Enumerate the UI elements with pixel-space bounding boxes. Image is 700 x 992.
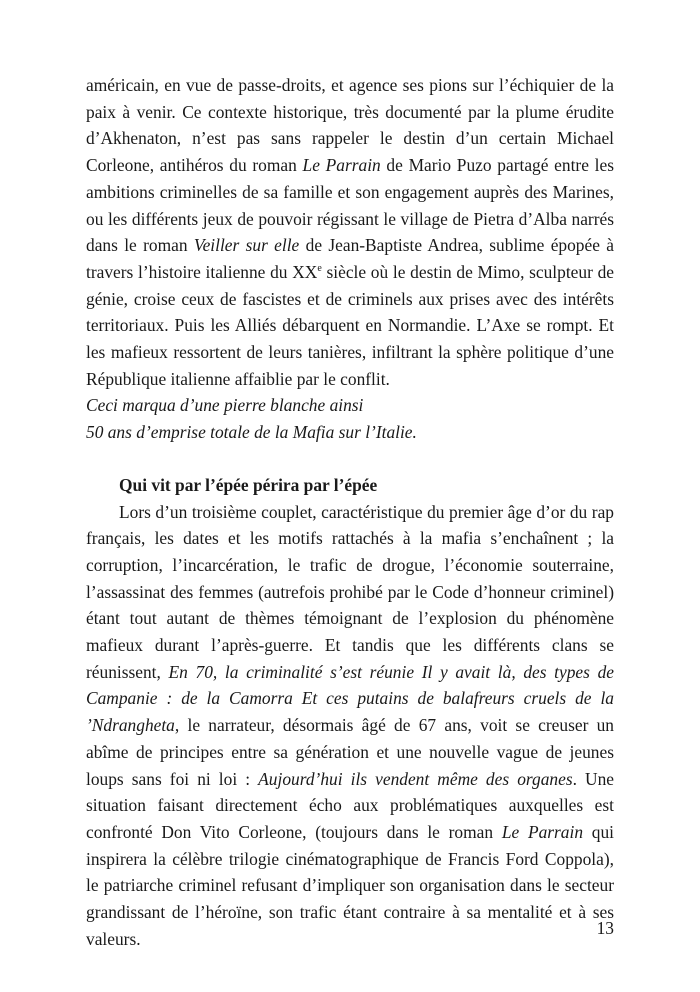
page-number: 13	[596, 918, 614, 938]
text-run: qui inspirera la célèbre trilogie cinématographique de Francis Ford Coppola), le patriarche criminel refusant d’impliquer son organisation dans le secteur grandissant de l’héroïne, son trafic étant contraire à sa mentalité et à ses valeurs.	[86, 821, 614, 949]
superscript: e	[317, 263, 322, 275]
text-run: , le narrateur, désormais âgé de 67 ans, voit se creuser un abîme de principes entre sa génération et une nouvelle vague de jeunes loups sans foi ni loi :	[86, 715, 614, 789]
book-title: Le Parrain	[302, 155, 381, 176]
body-text	[86, 72, 614, 953]
paragraph	[86, 499, 614, 953]
book-title: Le Parrain	[501, 821, 584, 842]
lyrics-quote: Aujourd’hui ils vendent même des organes	[258, 768, 573, 789]
quote-line-1: Ceci marqua d’une pierre blanche ainsi	[86, 395, 364, 416]
text-run: de Jean-Baptiste Andrea, sublime épopée à travers l’histoire italienne du XX	[86, 235, 614, 282]
quote-line-2: 50 ans d’emprise totale de la Mafia sur l’Italie.	[86, 422, 417, 443]
lyrics-quote: En 70, la criminalité s’est réunie Il y avait là, des types de Campanie : de la Camorra Et ces putains de balafreurs cruels de la ’Ndrangheta	[86, 661, 614, 736]
text-run: de Mario Puzo partagé entre les ambitions criminelles de sa famille et son engagement auprès des Marines, ou les différents jeux de pouvoir régissant le village de Pietra d’Alba narrés dans le roman	[86, 155, 614, 256]
book-title: Veiller sur elle	[193, 235, 300, 256]
text-run: américain, en vue de passe-droits, et agence ses pions sur l’échiquier de la paix à venir. Ce contexte historique, très documenté par la plume érudite d’Akhenaton, n’est pas sans rappeler le destin d’un certain Michael Corleone, antihéros du roman	[86, 75, 614, 176]
text-run: . Une situation faisant directement écho aux problématiques auxquelles est confronté Don Vito Corleone, (toujours dans le roman	[86, 768, 614, 842]
text-run: siècle où le destin de Mimo, sculpteur de génie, croise ceux de fascistes et de criminels aux prises avec des intérêts territoriaux. Puis les Alliés débarquent en Normandie. L’Axe se rompt. Et les mafieux ressortent de leurs tanières, infiltrant la sphère politique d’une République italienne affaiblie par le conflit.	[86, 261, 615, 389]
paragraph-continued	[86, 72, 614, 392]
section-heading: Qui vit par l’épée périra par l’épée	[119, 474, 378, 495]
text-run: Lors d’un troisième couplet, caractéristique du premier âge d’or du rap français, les dates et les motifs rattachés à la mafia s’enchaînent ; la corruption, l’incarcération, le trafic de drogue, l’économie souterraine, l’assassinat des femmes (autrefois prohibé par le Code d’honneur criminel) étant tout autant de thèmes témoignant de l’explosion du phénomène mafieux durant l’après-guerre. Et tandis que les différents clans se réunissent,	[86, 501, 614, 682]
